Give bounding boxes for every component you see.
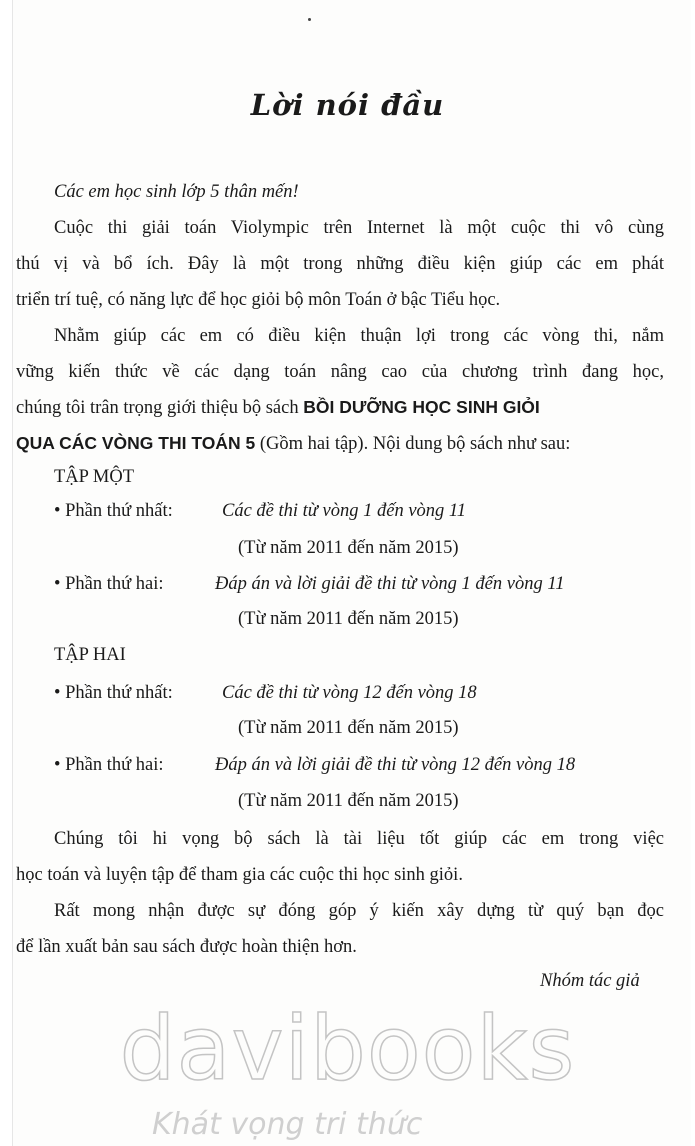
volume1-part1-years: (Từ năm 2011 đến năm 2015) bbox=[238, 538, 459, 558]
volume2-part1-label: • Phần thứ nhất: bbox=[54, 683, 173, 703]
volume2-part2-content: Đáp án và lời giải đề thi từ vòng 12 đến vòng 18 bbox=[215, 755, 576, 775]
paragraph2-line4 bbox=[16, 435, 570, 454]
paragraph2-line3 bbox=[16, 399, 540, 418]
greeting: Các em học sinh lớp 5 thân mến! bbox=[54, 182, 299, 202]
volume1-part2-years: (Từ năm 2011 đến năm 2015) bbox=[238, 609, 459, 629]
paragraph1-line1: Cuộc thi giải toán Violympic trên Internet là một cuộc thi vô cùng bbox=[54, 218, 664, 238]
volume2-part2-label: • Phần thứ hai: bbox=[54, 755, 164, 775]
paragraph2-line1: Nhằm giúp các em có điều kiện thuận lợi trong các vòng thi, nắm bbox=[54, 326, 664, 346]
paragraph2-line4-suffix: (Gồm hai tập). Nội dung bộ sách như sau: bbox=[259, 434, 571, 454]
paragraph2-line2: vững kiến thức về các dạng toán nâng cao của chương trình đang học, bbox=[16, 362, 664, 382]
volume1-part2-label: • Phần thứ hai: bbox=[54, 574, 164, 594]
page-mark bbox=[308, 18, 311, 21]
paragraph2-line3-prefix: chúng tôi trân trọng giới thiệu bộ sách bbox=[16, 398, 299, 418]
volume1-part2-content: Đáp án và lời giải đề thi từ vòng 1 đến vòng 11 bbox=[215, 574, 565, 594]
paragraph1-line2: thú vị và bổ ích. Đây là một trong những điều kiện giúp các em phát bbox=[16, 254, 664, 274]
paragraph4-line1: Rất mong nhận được sự đóng góp ý kiến xây dựng từ quý bạn đọc bbox=[54, 901, 664, 921]
volume1-part1-label: • Phần thứ nhất: bbox=[54, 501, 173, 521]
paragraph3-line1: Chúng tôi hi vọng bộ sách là tài liệu tốt giúp các em trong việc bbox=[54, 829, 664, 849]
volume2-heading: TẬP HAI bbox=[54, 645, 126, 665]
signature: Nhóm tác giả bbox=[540, 971, 640, 991]
volume2-part1-years: (Từ năm 2011 đến năm 2015) bbox=[238, 718, 459, 738]
volume2-part1-content: Các đề thi từ vòng 12 đến vòng 18 bbox=[222, 683, 477, 703]
paragraph4-line2: để lần xuất bản sau sách được hoàn thiện hơn. bbox=[16, 937, 357, 957]
volume1-part1-content: Các đề thi từ vòng 1 đến vòng 11 bbox=[222, 501, 467, 521]
volume1-heading: TẬP MỘT bbox=[54, 467, 134, 487]
page-title: Lời nói đầu bbox=[250, 88, 445, 122]
watermark-brand: davibooks bbox=[119, 997, 576, 1100]
paragraph3-line2: học toán và luyện tập để tham gia các cuộc thi học sinh giỏi. bbox=[16, 865, 463, 885]
book-title-part2: QUA CÁC VÒNG THI TOÁN 5 bbox=[16, 433, 256, 453]
volume2-part2-years: (Từ năm 2011 đến năm 2015) bbox=[238, 791, 459, 811]
book-title-part1: BỒI DƯỠNG HỌC SINH GIỎI bbox=[303, 397, 540, 417]
paragraph1-line3: triển trí tuệ, có năng lực để học giỏi bộ môn Toán ở bậc Tiểu học. bbox=[16, 290, 501, 310]
watermark-slogan: Khát vọng tri thức bbox=[152, 1107, 423, 1142]
